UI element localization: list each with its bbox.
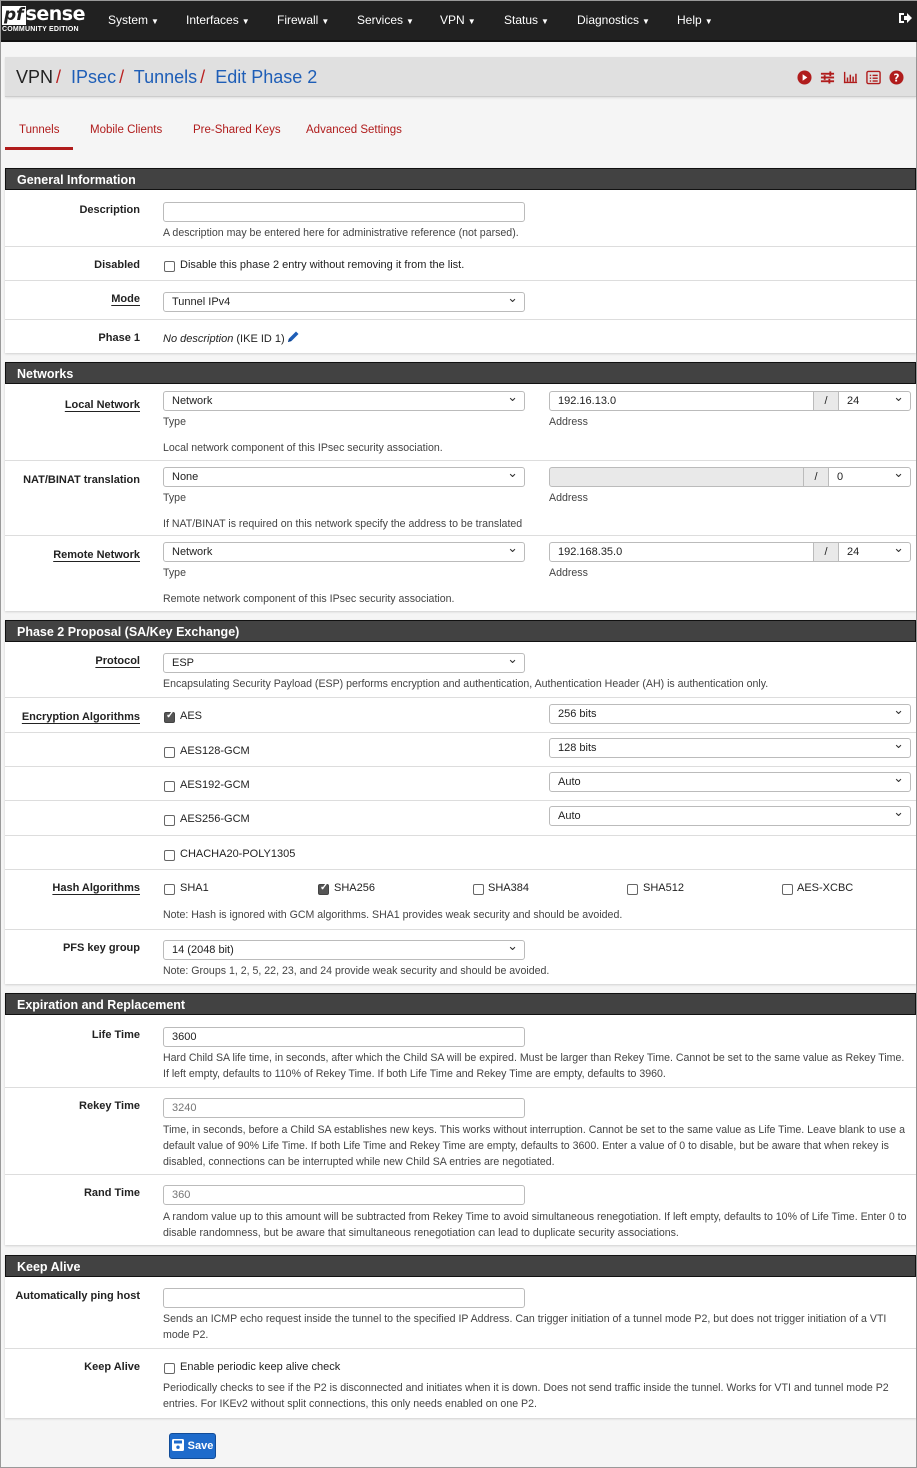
keep-alive-help: Periodically checks to see if the P2 is disconnected and initiates when it is down. Does not send traffic inside the tunnel. Works for VTI and tunnel mode P2 entries. For IKEv2 without split connections, this only needs enabled on one P2. xyxy=(163,1382,889,1410)
description-label: Description xyxy=(79,204,140,216)
tab-pre-shared-keys[interactable]: Pre-Shared Keys xyxy=(193,124,281,136)
enc-chacha-checkbox[interactable] xyxy=(164,850,175,861)
caret-down-icon: ▼ xyxy=(151,17,159,26)
enc-aes-label: AES xyxy=(180,710,203,722)
panel-heading: Keep Alive xyxy=(5,1255,916,1277)
save-label: Save xyxy=(187,1440,214,1452)
select-value: Network xyxy=(172,395,213,407)
sliders-icon[interactable] xyxy=(819,69,835,85)
disabled-checkbox[interactable] xyxy=(164,261,175,272)
save-button[interactable] xyxy=(169,1433,216,1459)
enc-aes256gcm-checkbox[interactable] xyxy=(164,815,175,826)
hash-aesxcbc-label: AES-XCBC xyxy=(797,882,854,894)
nav-label: Services xyxy=(357,13,404,27)
nav-label: Interfaces xyxy=(186,13,239,27)
rand-time-label: Rand Time xyxy=(83,1187,140,1199)
enc-aes192gcm-checkbox[interactable] xyxy=(164,781,175,792)
rand-time-input[interactable] xyxy=(163,1185,525,1205)
enc-aes-checkbox[interactable] xyxy=(164,712,175,723)
address-sublabel: Address xyxy=(549,416,588,428)
life-time-input[interactable] xyxy=(163,1027,525,1047)
ping-host-label: Automatically ping host xyxy=(15,1290,140,1302)
hash-sha384-label: SHA384 xyxy=(488,882,529,894)
row-enc-chacha xyxy=(5,835,916,869)
rekey-time-help: Time, in seconds, before a Child SA establishes new keys. This works without interruption. Cannot be set to the same value as Life Time. Leave blank to use a default value of 90% Life Time. If both Life Time and Rekey Time are empty, defaults to 3600. Enter a value of 0 to disable, but be aware that when rekey is disabled, connections can be interrupted while new Child SA entries are negotiated. xyxy=(163,1124,905,1168)
keep-alive-checkbox[interactable] xyxy=(164,1363,175,1374)
list-icon[interactable] xyxy=(865,69,881,85)
breadcrumb-separator: / xyxy=(119,67,125,87)
row-disabled xyxy=(5,246,916,280)
cidr-slash: / xyxy=(813,542,839,562)
remote-network-type-select[interactable] xyxy=(163,542,525,562)
cidr-slash: / xyxy=(813,391,839,411)
select-value: 24 xyxy=(847,546,860,558)
hash-sha256-checkbox[interactable] xyxy=(318,884,329,895)
caret-down-icon: ▼ xyxy=(321,17,330,26)
hash-sha512-checkbox[interactable] xyxy=(627,884,638,895)
nav-diagnostics[interactable] xyxy=(577,13,650,27)
select-value: 0 xyxy=(837,471,844,483)
enc-aes192gcm-keylen-select[interactable] xyxy=(549,772,911,792)
panel-heading: Networks xyxy=(5,362,916,384)
caret-down-icon: ▼ xyxy=(406,17,414,26)
select-value: Network xyxy=(172,546,213,558)
remote-network-label[interactable]: Remote Network xyxy=(53,549,140,561)
nav-vpn[interactable] xyxy=(440,13,476,27)
nav-help[interactable] xyxy=(677,13,713,27)
row-hash-algorithms xyxy=(5,869,916,929)
ping-host-help: Sends an ICMP echo request inside the tunnel to the specified IP Address. Can trigger initiation of a tunnel mode P2, but does not trigger initiation of a VTI mode P2. xyxy=(163,1313,887,1341)
type-sublabel: Type xyxy=(163,567,186,579)
panel-heading: Expiration and Replacement xyxy=(5,993,916,1015)
nav-system[interactable] xyxy=(108,13,159,27)
caret-down-icon: ▼ xyxy=(467,17,476,26)
pfs-key-group-select[interactable] xyxy=(163,940,525,960)
panel-heading: General Information xyxy=(5,168,916,190)
enc-aes192gcm-label: AES192-GCM xyxy=(180,779,250,791)
panel-keep-alive xyxy=(5,1255,916,1418)
row-protocol xyxy=(5,642,916,697)
caret-down-icon: ▼ xyxy=(241,17,250,26)
nav-status[interactable] xyxy=(504,13,549,27)
nav-label: System xyxy=(108,13,149,27)
type-sublabel: Type xyxy=(163,416,186,428)
row-rand-time xyxy=(5,1174,916,1245)
hash-help: Note: Hash is ignored with GCM algorithms. SHA1 provides weak security and should be avoided. xyxy=(163,909,623,921)
encryption-algorithms-label[interactable]: Encryption Algorithms xyxy=(21,711,140,723)
enc-aes-keylen-select[interactable] xyxy=(549,704,911,724)
row-enc-aes256gcm xyxy=(5,800,916,835)
select-value: 24 xyxy=(847,395,860,407)
nav-services[interactable] xyxy=(357,13,414,27)
nat-help: If NAT/BINAT is required on this network specify the address to be translated xyxy=(163,518,523,530)
remote-network-mask-select[interactable] xyxy=(838,542,911,562)
local-network-address-input[interactable] xyxy=(549,391,814,411)
panel-heading: Phase 2 Proposal (SA/Key Exchange) xyxy=(5,620,916,642)
nat-type-select[interactable] xyxy=(163,467,525,487)
address-sublabel: Address xyxy=(549,567,588,579)
breadcrumb-vpn: VPN xyxy=(16,67,54,87)
top-navbar xyxy=(1,1,917,42)
row-enc-aes128gcm xyxy=(5,732,916,766)
tab-bar xyxy=(5,109,916,151)
hash-sha384-checkbox[interactable] xyxy=(473,884,484,895)
phase1-label: Phase 1 xyxy=(98,332,140,344)
mode-select[interactable] xyxy=(163,292,525,312)
select-value: Auto xyxy=(558,810,581,822)
tab-advanced-settings[interactable]: Advanced Settings xyxy=(306,124,402,136)
nav-label: Status xyxy=(504,13,539,27)
row-life-time xyxy=(5,1015,916,1087)
row-enc-aes xyxy=(5,697,916,732)
hash-sha1-label: SHA1 xyxy=(180,882,209,894)
row-keep-alive xyxy=(5,1348,916,1418)
enc-aes128gcm-keylen-select[interactable] xyxy=(549,738,911,758)
enc-aes128gcm-checkbox[interactable] xyxy=(164,747,175,758)
keep-alive-label: Keep Alive xyxy=(84,1361,140,1373)
caret-down-icon: ▼ xyxy=(541,17,549,26)
nav-firewall[interactable] xyxy=(277,13,329,27)
pfsense-logo[interactable] xyxy=(2,5,85,33)
logo-sense: sense xyxy=(25,3,85,25)
disabled-label: Disabled xyxy=(94,259,140,271)
enc-chacha-label: CHACHA20-POLY1305 xyxy=(180,848,296,860)
play-circle-icon[interactable] xyxy=(796,69,812,85)
breadcrumb-bar xyxy=(5,57,916,97)
save-icon xyxy=(172,1439,184,1454)
panel-expiration xyxy=(5,993,916,1245)
hash-aesxcbc-checkbox[interactable] xyxy=(782,884,793,895)
cidr-slash: / xyxy=(803,467,829,487)
select-value: ESP xyxy=(172,657,195,669)
pencil-icon[interactable] xyxy=(286,330,300,347)
logo-edition: COMMUNITY EDITION xyxy=(2,26,79,33)
select-value: None xyxy=(172,471,199,483)
select-value: 128 bits xyxy=(558,742,597,754)
nav-interfaces[interactable] xyxy=(186,13,250,27)
logout-icon[interactable] xyxy=(898,11,912,30)
keep-alive-text: Enable periodic keep alive check xyxy=(180,1361,341,1373)
hash-sha256-label: SHA256 xyxy=(334,882,375,894)
description-help: A description may be entered here for administrative reference (not parsed). xyxy=(163,227,519,239)
mode-label[interactable]: Mode xyxy=(111,293,140,305)
phase1-ike-id: (IKE ID 1) xyxy=(236,333,285,345)
protocol-select[interactable] xyxy=(163,653,525,673)
local-network-label[interactable]: Local Network xyxy=(64,399,140,411)
local-network-help: Local network component of this IPsec security association. xyxy=(163,442,443,454)
caret-down-icon: ▼ xyxy=(704,17,713,26)
row-rekey-time xyxy=(5,1087,916,1174)
pfs-key-group-label: PFS key group xyxy=(62,942,140,954)
enc-aes256gcm-label: AES256-GCM xyxy=(180,813,250,825)
life-time-label: Life Time xyxy=(91,1029,140,1041)
select-value: 14 (2048 bit) xyxy=(172,944,234,956)
mode-value: Tunnel IPv4 xyxy=(172,296,231,308)
rand-time-help: A random value up to this amount will be subtracted from Rekey Time to avoid simultaneous renegotiation. If left empty, defaults to 10% of Life Time. Enter 0 to disable randomness, but be aware that simultaneous renegotiation can lead to duplicate security associations. xyxy=(163,1211,907,1239)
phase1-description: No description xyxy=(163,333,234,345)
protocol-label[interactable]: Protocol xyxy=(95,655,140,667)
tab-tunnels[interactable]: Tunnels xyxy=(19,124,60,136)
row-nat-binat xyxy=(5,460,916,535)
bar-chart-icon[interactable] xyxy=(842,69,858,85)
remote-network-address-input[interactable] xyxy=(549,542,814,562)
breadcrumb xyxy=(16,67,317,88)
protocol-help: Encapsulating Security Payload (ESP) performs encryption and authentication, Authentication Header (AH) is authentication only. xyxy=(163,678,769,690)
type-sublabel: Type xyxy=(163,492,186,504)
row-phase1 xyxy=(5,319,916,353)
row-remote-network xyxy=(5,535,916,611)
rekey-time-label: Rekey Time xyxy=(79,1100,140,1112)
nat-binat-label: NAT/BINAT translation xyxy=(23,474,140,486)
nav-label: Diagnostics xyxy=(577,13,640,27)
local-network-type-select[interactable] xyxy=(163,391,525,411)
caret-down-icon: ▼ xyxy=(642,17,650,26)
breadcrumb-tunnels[interactable]: Tunnels xyxy=(133,67,198,87)
life-time-help: Hard Child SA life time, in seconds, after which the Child SA will be expired. Must be larger than Rekey Time. Cannot be set to the same value as Rekey Time. If left empty, defaults to 110% of Rekey Time. If both Life Time and Rekey Time are empty, defaults to 3960. xyxy=(163,1052,905,1080)
logo-pf: pf xyxy=(4,5,24,25)
nat-mask-select[interactable] xyxy=(828,467,911,487)
breadcrumb-edit-phase2[interactable]: Edit Phase 2 xyxy=(215,67,318,87)
panel-phase2-proposal xyxy=(5,620,916,984)
panel-networks xyxy=(5,362,916,611)
enc-aes128gcm-label: AES128-GCM xyxy=(180,745,250,757)
row-pfs-key-group xyxy=(5,929,916,984)
disabled-text: Disable this phase 2 entry without removing it from the list. xyxy=(180,259,465,271)
breadcrumb-separator: / xyxy=(56,67,62,87)
nav-label: Help xyxy=(677,13,702,27)
svg-text:?: ? xyxy=(893,71,899,84)
nav-label: VPN xyxy=(440,13,465,27)
hash-algorithms-label[interactable]: Hash Algorithms xyxy=(52,882,140,894)
help-icon[interactable] xyxy=(888,69,904,85)
breadcrumb-ipsec[interactable]: IPsec xyxy=(71,67,117,87)
description-input[interactable] xyxy=(163,202,525,222)
rekey-time-input[interactable] xyxy=(163,1098,525,1118)
nav-label: Firewall xyxy=(277,13,319,27)
hash-sha512-label: SHA512 xyxy=(643,882,684,894)
select-value: Auto xyxy=(558,776,581,788)
breadcrumb-separator: / xyxy=(200,67,206,87)
row-mode xyxy=(5,280,916,319)
tab-mobile-clients[interactable]: Mobile Clients xyxy=(90,124,163,136)
local-network-mask-select[interactable] xyxy=(838,391,911,411)
pfs-help: Note: Groups 1, 2, 5, 22, 23, and 24 provide weak security and should be avoided. xyxy=(163,965,550,977)
active-tab-indicator xyxy=(5,147,73,150)
row-enc-aes192gcm xyxy=(5,766,916,800)
nat-address-input[interactable] xyxy=(549,467,804,487)
row-local-network xyxy=(5,384,916,460)
panel-general-information xyxy=(5,168,916,353)
row-ping-host xyxy=(5,1277,916,1348)
remote-network-help: Remote network component of this IPsec security association. xyxy=(163,593,455,605)
select-value: 256 bits xyxy=(558,708,597,720)
row-description xyxy=(5,190,916,246)
hash-sha1-checkbox[interactable] xyxy=(164,884,175,895)
enc-aes256gcm-keylen-select[interactable] xyxy=(549,806,911,826)
address-sublabel: Address xyxy=(549,492,588,504)
ping-host-input[interactable] xyxy=(163,1288,525,1308)
